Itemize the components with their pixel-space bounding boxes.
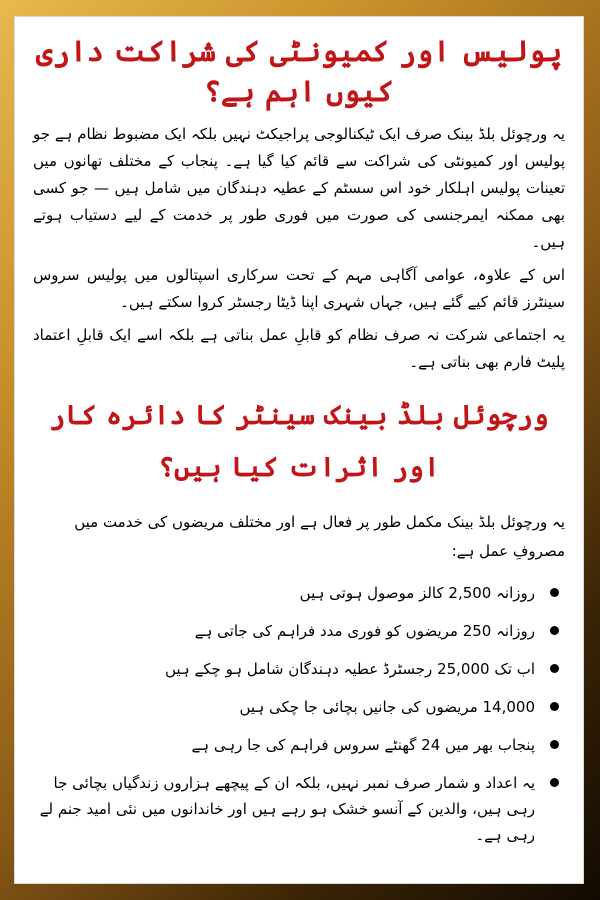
bullet-icon [550, 626, 559, 635]
paragraph-3: یہ اجتماعی شرکت نہ صرف نظام کو قابلِ عمل بناتی ہے بلکہ اسے ایک قابلِ اعتماد پلیٹ فارم بھی بناتی ہے۔ [33, 326, 565, 371]
list-item [33, 580, 565, 606]
list-item [33, 694, 565, 720]
list-item [33, 618, 565, 644]
intro-text: یہ ورچوئل بلڈ بینک مکمل طور پر فعال ہے اور مختلف مریضوں کی خدمت میں مصروفِ عمل ہے: [74, 513, 565, 560]
paragraph-2: اس کے علاوہ، عوامی آگاہی مہم کے تحت سرکاری اسپتالوں میں پولیس سروس سینٹرز قائم کیے گئے ہیں، جہاں شہری اپنا ڈیٹا رجسٹر کروا سکتے ہیں۔ [33, 266, 565, 311]
article-card [14, 16, 584, 884]
bullet-icon [550, 778, 559, 787]
list-item-text: روزانہ 250 مریضوں کو فوری مدد فراہم کی جاتی ہے [194, 622, 535, 640]
paragraph-1: یہ ورچوئل بلڈ بینک صرف ایک ٹیکنالوجی پراجیکٹ نہیں بلکہ ایک مضبوط نظام ہے جو پولیس اور کمیونٹی کی شراکت سے قائم کیا گیا ہے۔ پنجاب کے مختلف تھانوں میں تعینات پولیس اہلکار خود اس سسٹم کے عطیہ دہندگان میں شامل ہیں — جو کسی بھی ممکنہ ایمرجنسی کی صورت میں فوری طور پر خدمت کے لیے دستیاب ہوتے ہیں۔ [33, 125, 565, 251]
bullet-icon [550, 740, 559, 749]
list-item [33, 732, 565, 758]
heading-police-community: پولیس اور کمیونٹی کی شراکت داری کیوں اہم ہے؟ [35, 34, 563, 108]
list-item-text: پنجاب بھر میں 24 گھنٹے سروس فراہم کی جا رہی ہے [191, 736, 535, 754]
list-item-text: اب تک 25,000 رجسٹرڈ عطیہ دہندگان شامل ہو چکے ہیں [164, 660, 535, 678]
list-item [33, 656, 565, 682]
list-item-text: 14,000 مریضوں کی جانیں بچائی جا چکی ہیں [239, 698, 535, 716]
bullet-icon [550, 588, 559, 597]
stats-list [33, 580, 565, 848]
list-item-text: روزانہ 2,500 کالز موصول ہوتی ہیں [299, 584, 535, 602]
list-item-text: یہ اعداد و شمار صرف نمبر نہیں، بلکہ ان کے پیچھے ہزاروں زندگیاں بچائی جا رہی ہیں، والدین کے آنسو خشک ہو رہے ہیں اور خاندانوں میں نئی امید جنم لے رہی ہے۔ [39, 774, 535, 844]
bullet-icon [550, 664, 559, 673]
heading-scope-impact: ورچوئل بلڈ بینک سینٹر کا دائرہ کار اور اثرات کیا ہیں؟ [49, 400, 549, 483]
bullet-icon [550, 702, 559, 711]
list-item [33, 770, 565, 848]
